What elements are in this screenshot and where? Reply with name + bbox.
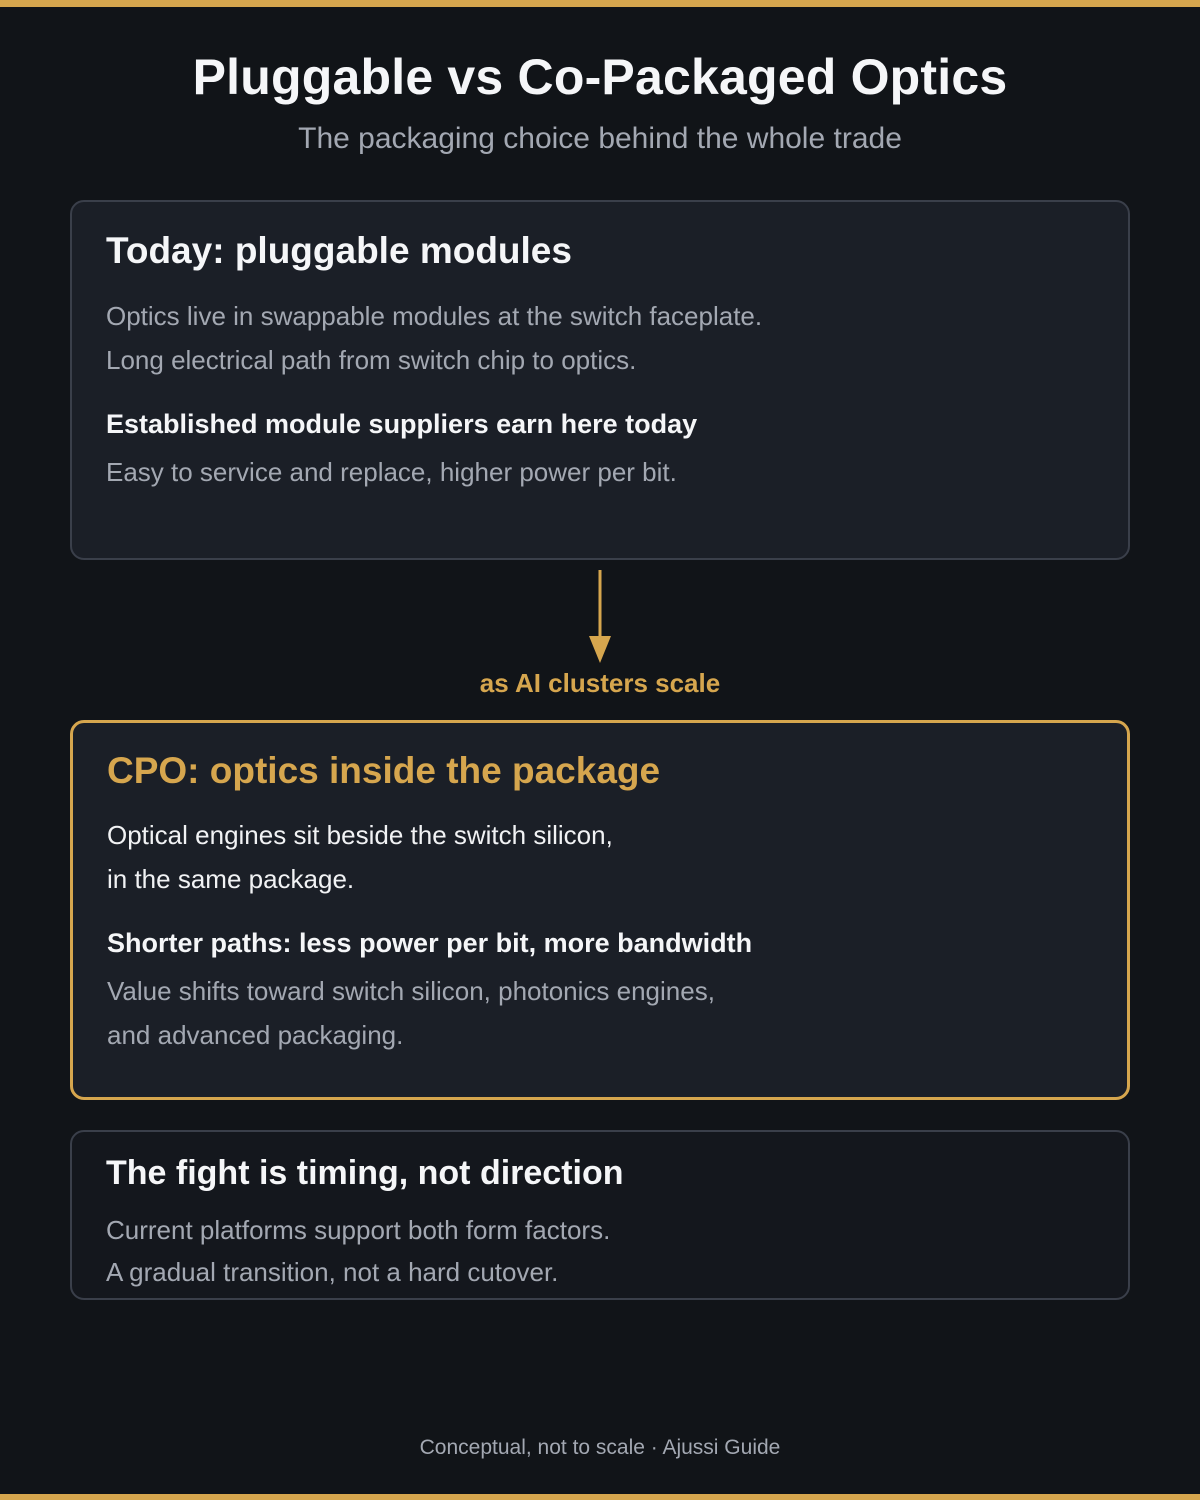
cpo-card-line-1: Optical engines sit beside the switch silicon,: [107, 820, 613, 850]
cpo-card-line-2: in the same package.: [107, 864, 355, 894]
footer-credit: Conceptual, not to scale · Ajussi Guide: [419, 1436, 781, 1459]
today-card-line-2: Long electrical path from switch chip to optics.: [106, 345, 637, 375]
down-arrow-icon: [588, 570, 612, 665]
cpo-card-emphasis: Shorter paths: less power per bit, more bandwidth: [107, 928, 753, 958]
today-card-heading: Today: pluggable modules: [106, 230, 572, 271]
cpo-card-note-2: and advanced packaging.: [107, 1020, 404, 1050]
page-subtitle: The packaging choice behind the whole trade: [298, 122, 902, 155]
timing-card-line-2: A gradual transition, not a hard cutover.: [106, 1257, 559, 1287]
page-title: Pluggable vs Co-Packaged Optics: [192, 49, 1008, 105]
today-card-note: Easy to service and replace, higher power per bit.: [106, 457, 677, 487]
cpo-card: [70, 720, 1130, 1100]
today-card-emphasis: Established module suppliers earn here today: [106, 409, 698, 439]
timing-card-line-1: Current platforms support both form factors.: [106, 1215, 611, 1245]
transition-label: as AI clusters scale: [479, 668, 721, 698]
bottom-accent-bar: [0, 1494, 1200, 1500]
today-pluggable-card: [70, 200, 1130, 560]
cpo-card-heading: CPO: optics inside the package: [107, 750, 661, 791]
timing-card-heading: The fight is timing, not direction: [106, 1154, 624, 1192]
cpo-card-note-1: Value shifts toward switch silicon, photonics engines,: [107, 976, 715, 1006]
today-card-line-1: Optics live in swappable modules at the switch faceplate.: [106, 301, 763, 331]
timing-card: [70, 1130, 1130, 1300]
top-accent-bar: [0, 0, 1200, 7]
